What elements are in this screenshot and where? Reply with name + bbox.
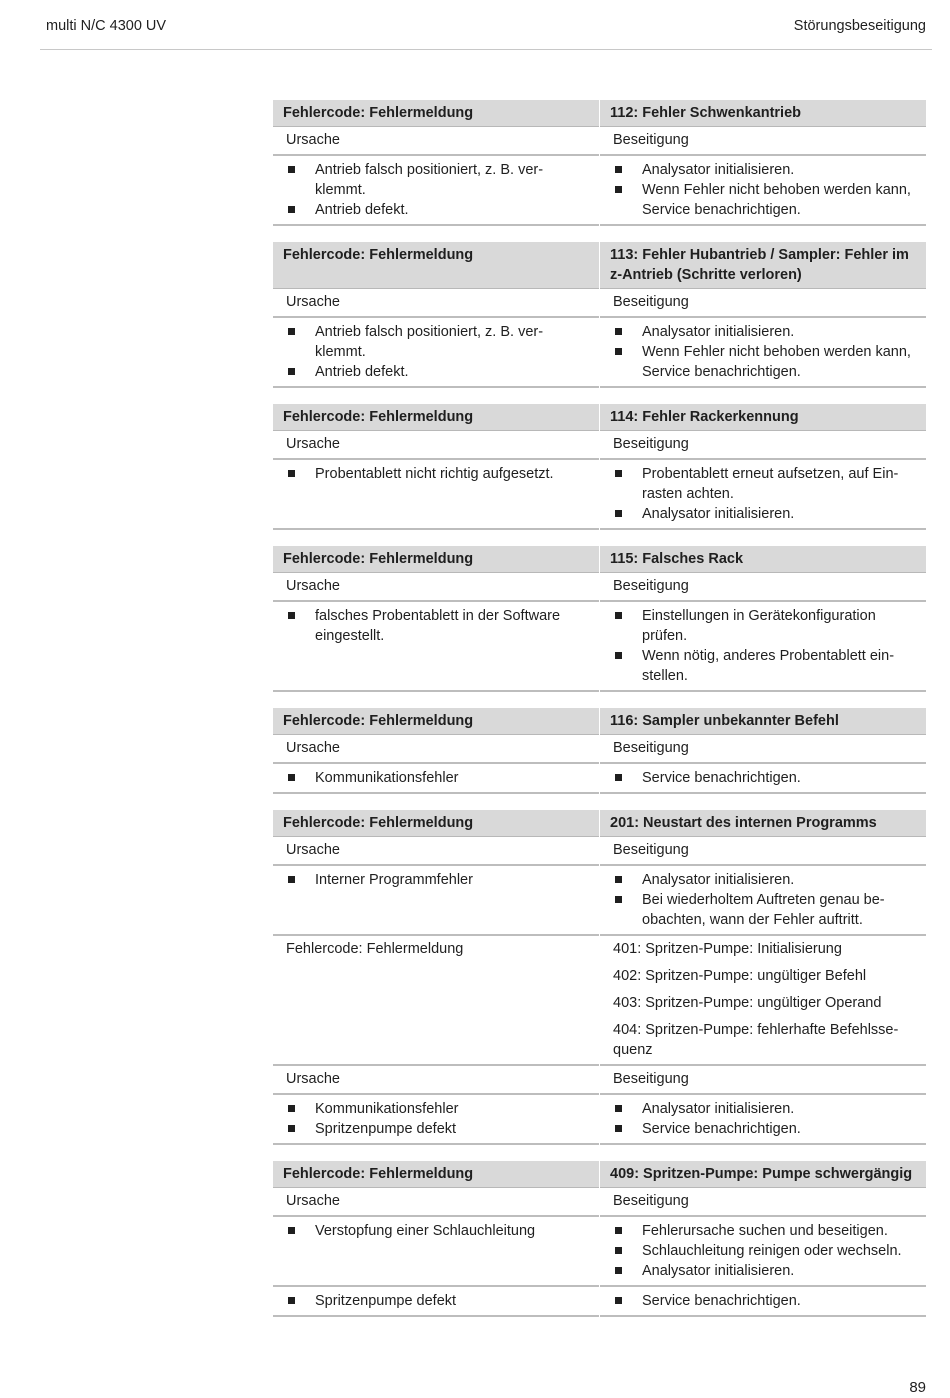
cause-cell <box>273 866 599 936</box>
cause-fix-row <box>273 866 926 936</box>
block-gap <box>273 530 926 546</box>
fix-item-list <box>613 1291 916 1311</box>
cause-label: Ursache <box>273 1066 599 1095</box>
cause-fix-row <box>273 1217 926 1287</box>
fix-item-list <box>613 464 916 524</box>
multi-code-left-cell <box>273 936 599 1066</box>
error-code-column-heading: Fehlercode: Fehlermeldung <box>273 810 599 837</box>
error-code-title: 113: Fehler Hubantrieb / Sampler: Fehler im z-Antrieb (Schritte verloren) <box>600 242 926 289</box>
cause-item: Probentablett nicht richtig aufgesetzt. <box>286 464 589 484</box>
cause-cell <box>273 318 599 388</box>
cause-item: Interner Programmfehler <box>286 870 589 890</box>
error-header-row <box>273 100 926 127</box>
cause-fix-label-row <box>273 127 926 156</box>
error-code-title: 403: Spritzen-Pumpe: ungültiger Operand <box>613 995 882 1011</box>
cause-label: Ursache <box>273 573 599 602</box>
fix-cell <box>600 866 926 936</box>
cause-label: Ursache <box>273 127 599 156</box>
block-gap <box>273 226 926 242</box>
fix-cell <box>600 318 926 388</box>
cause-item: Antrieb falsch positioniert, z. B. ver-klemmt. <box>286 160 589 200</box>
error-code-tables <box>273 100 926 1317</box>
fix-item: Probentablett erneut aufsetzen, auf Ein-rasten achten. <box>613 464 916 504</box>
error-code-title: 404: Spritzen-Pumpe: fehlerhafte Befehlsse-quenz <box>600 1017 926 1066</box>
error-header-row <box>273 1161 926 1188</box>
error-code-title: 401: Spritzen-Pumpe: Initialisierung <box>613 941 842 957</box>
error-code-title: 201: Neustart des internen Programms <box>600 810 926 837</box>
cause-item: Spritzenpumpe defekt <box>286 1291 589 1311</box>
cause-cell <box>273 1095 599 1145</box>
fix-item: Analysator initialisieren. <box>613 160 916 180</box>
fix-item: Service benachrichtigen. <box>613 1291 916 1311</box>
cause-item-list <box>286 1099 589 1139</box>
cause-item: Kommunikationsfehler <box>286 768 589 788</box>
error-header-row <box>273 810 926 837</box>
cause-label: Ursache <box>273 289 599 318</box>
fix-cell <box>600 460 926 530</box>
fix-label: Beseitigung <box>600 431 926 460</box>
fix-label: Beseitigung <box>600 289 926 318</box>
cause-label: Ursache <box>273 735 599 764</box>
error-code-column-heading: Fehlercode: Fehlermeldung <box>273 404 599 431</box>
fix-item: Analysator initialisieren. <box>613 870 916 890</box>
fix-item: Bei wiederholtem Auftreten genau be-obachten, wann der Fehler auftritt. <box>613 890 916 930</box>
fix-label: Beseitigung <box>600 573 926 602</box>
error-code-title: 116: Sampler unbekannter Befehl <box>600 708 926 735</box>
cause-fix-label-row <box>273 431 926 460</box>
error-code-column-heading: Fehlercode: Fehlermeldung <box>286 941 464 957</box>
fix-label: Beseitigung <box>600 1066 926 1095</box>
fix-label: Beseitigung <box>600 1188 926 1217</box>
block-gap <box>273 794 926 810</box>
fix-item: Fehlerursache suchen und beseitigen. <box>613 1221 916 1241</box>
fix-cell <box>600 1095 926 1145</box>
cause-fix-row <box>273 156 926 226</box>
fix-cell <box>600 1217 926 1287</box>
error-code-column-heading: Fehlercode: Fehlermeldung <box>273 546 599 573</box>
cause-item-list <box>286 464 589 484</box>
fix-label: Beseitigung <box>600 837 926 866</box>
cause-item: Antrieb defekt. <box>286 200 589 220</box>
fix-item-list <box>613 322 916 382</box>
fix-label: Beseitigung <box>600 735 926 764</box>
running-header-section: Störungsbeseitigung <box>793 18 926 34</box>
error-code-title: 402: Spritzen-Pumpe: ungültiger Befehl <box>613 968 867 984</box>
fix-item-list <box>613 870 916 930</box>
error-code-title: 114: Fehler Rackerkennung <box>600 404 926 431</box>
fix-item-list <box>613 606 916 686</box>
fix-item: Schlauchleitung reinigen oder wechseln. <box>613 1241 916 1261</box>
error-header-row <box>273 242 926 289</box>
cause-item-list <box>286 322 589 382</box>
cause-item-list <box>286 870 589 890</box>
block-gap <box>273 388 926 404</box>
fix-item: Analysator initialisieren. <box>613 504 916 524</box>
cause-item: falsches Probentablett in der Software eingestellt. <box>286 606 589 646</box>
fix-item: Wenn nötig, anderes Probentablett ein-stellen. <box>613 646 916 686</box>
cause-fix-row <box>273 1095 926 1145</box>
cause-cell <box>273 460 599 530</box>
error-header-row <box>273 404 926 431</box>
error-header-row <box>273 546 926 573</box>
cause-fix-label-row <box>273 289 926 318</box>
cause-fix-label-row <box>273 1188 926 1217</box>
cause-item-list <box>286 606 589 646</box>
error-code-column-heading: Fehlercode: Fehlermeldung <box>273 708 599 735</box>
error-code-column-heading: Fehlercode: Fehlermeldung <box>273 1161 599 1188</box>
cause-fix-label-row <box>273 837 926 866</box>
fix-item-list <box>613 768 916 788</box>
running-header-title: multi N/C 4300 UV <box>46 18 167 34</box>
cause-label: Ursache <box>273 837 599 866</box>
error-code-title: 409: Spritzen-Pumpe: Pumpe schwergängig <box>600 1161 926 1188</box>
cause-fix-row <box>273 602 926 692</box>
error-header-row <box>273 708 926 735</box>
cause-fix-label-row <box>273 1066 926 1095</box>
cause-item-list <box>286 768 589 788</box>
multi-code-row <box>273 936 926 1066</box>
fix-item: Wenn Fehler nicht behoben werden kann, Service benachrichtigen. <box>613 342 916 382</box>
fix-cell <box>600 764 926 794</box>
block-gap <box>273 692 926 708</box>
multi-code-right-cell <box>600 936 926 1066</box>
cause-cell <box>273 602 599 692</box>
cause-label: Ursache <box>273 431 599 460</box>
fix-item: Einstellungen in Gerätekonfiguration prüfen. <box>613 606 916 646</box>
fix-label: Beseitigung <box>600 127 926 156</box>
fix-item-list <box>613 160 916 220</box>
cause-cell <box>273 1287 599 1317</box>
error-code-column-heading: Fehlercode: Fehlermeldung <box>273 242 599 289</box>
fix-cell <box>600 156 926 226</box>
fix-item: Analysator initialisieren. <box>613 322 916 342</box>
cause-item-list <box>286 160 589 220</box>
cause-item: Verstopfung einer Schlauchleitung <box>286 1221 589 1241</box>
cause-item: Spritzenpumpe defekt <box>286 1119 589 1139</box>
cause-fix-row <box>273 764 926 794</box>
cause-item: Kommunikationsfehler <box>286 1099 589 1119</box>
page-number: 89 <box>909 1379 926 1396</box>
fix-cell <box>600 1287 926 1317</box>
cause-item: Antrieb defekt. <box>286 362 589 382</box>
fix-cell <box>600 602 926 692</box>
fix-item-list <box>613 1099 916 1139</box>
header-rule <box>40 49 932 50</box>
error-code-title: 115: Falsches Rack <box>600 546 926 573</box>
cause-item-list <box>286 1221 589 1241</box>
fix-item: Service benachrichtigen. <box>613 1119 916 1139</box>
cause-fix-row <box>273 318 926 388</box>
error-code-title: 112: Fehler Schwenkantrieb <box>600 100 926 127</box>
cause-fix-label-row <box>273 735 926 764</box>
fix-item: Analysator initialisieren. <box>613 1261 916 1281</box>
cause-fix-label-row <box>273 573 926 602</box>
cause-cell <box>273 1217 599 1287</box>
fix-item-list <box>613 1221 916 1281</box>
cause-item-list <box>286 1291 589 1311</box>
block-gap <box>273 1145 926 1161</box>
cause-cell <box>273 156 599 226</box>
error-code-column-heading: Fehlercode: Fehlermeldung <box>273 100 599 127</box>
cause-item: Antrieb falsch positioniert, z. B. ver-klemmt. <box>286 322 589 362</box>
fix-item: Analysator initialisieren. <box>613 1099 916 1119</box>
cause-label: Ursache <box>273 1188 599 1217</box>
fix-item: Service benachrichtigen. <box>613 768 916 788</box>
cause-cell <box>273 764 599 794</box>
cause-fix-row <box>273 460 926 530</box>
fix-item: Wenn Fehler nicht behoben werden kann, Service benachrichtigen. <box>613 180 916 220</box>
cause-fix-row <box>273 1287 926 1317</box>
